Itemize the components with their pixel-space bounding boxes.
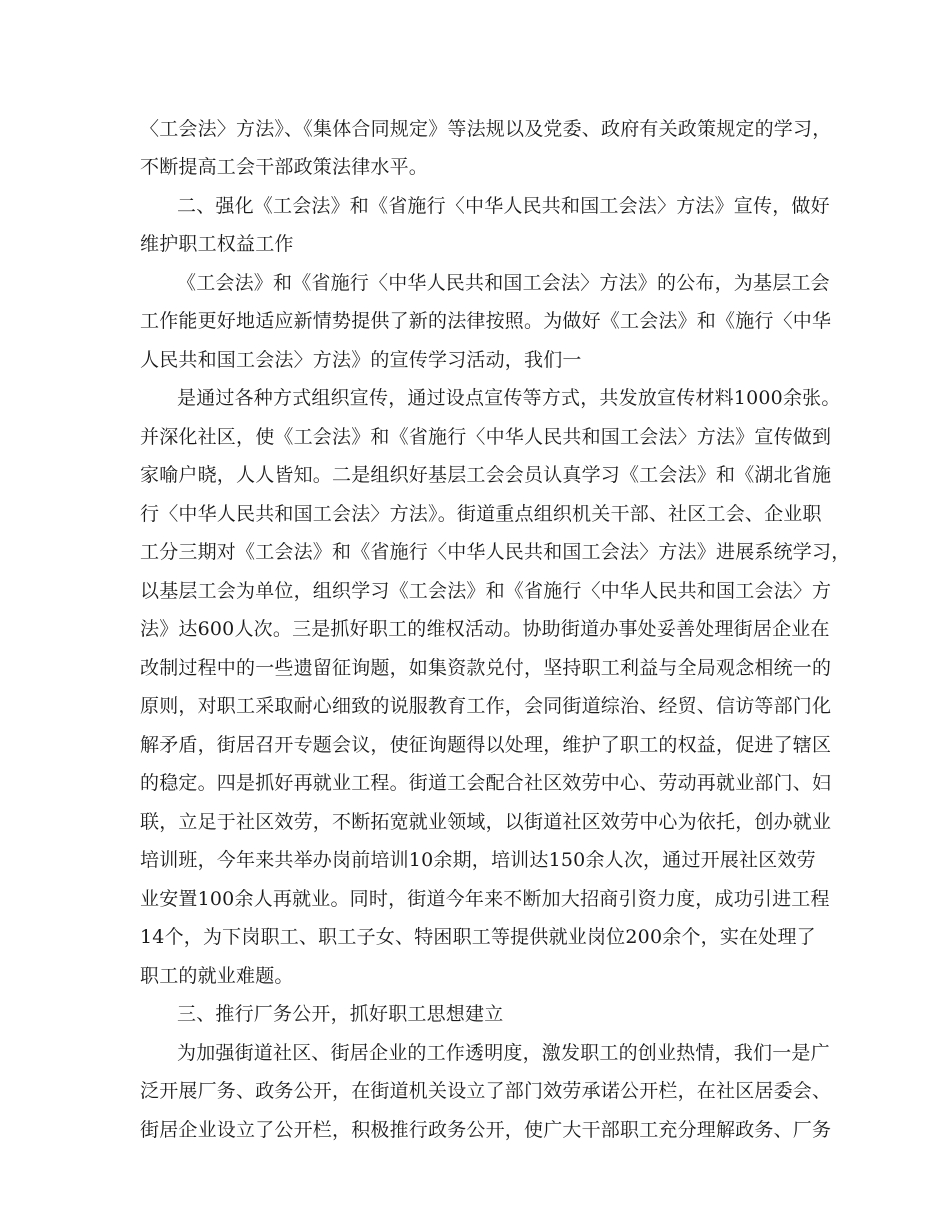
text-line: 解矛盾，街居召开专题会议，使征询题得以处理，维护了职工的权益，促进了辖区 [140,734,832,756]
text-line: 是通过各种方式组织宣传，通过设点宣传等方式，共发放宣传材料1000余张。 [177,387,841,409]
text-line: 14个，为下岗职工、职工子女、特困职工等提供就业岗位200余个，实在处理了 [140,926,816,948]
text-line: 工分三期对《工会法》和《省施行〈中华人民共和国工会法〉方法》进展系统学习， [140,541,851,563]
text-line: 行〈中华人民共和国工会法〉方法》。街道重点组织机关干部、社区工会、企业职 [140,503,822,525]
text-line: 联，立足于社区效劳，不断拓宽就业领域，以街道社区效劳中心为依托，创办就业 [140,811,832,833]
text-line: 原则，对职工采取耐心细致的说服教育工作，会同街道综治、经贸、信访等部门化 [140,695,832,717]
text-line: 并深化社区，使《工会法》和《省施行〈中华人民共和国工会法〉方法》宣传做到 [140,426,832,448]
text-line: 培训班，今年来共举办岗前培训10余期，培训达150余人次，通过开展社区效劳 [140,849,816,871]
text-line: 街居企业设立了公开栏，积极推行政务公开，使广大干部职工充分理解政务、厂务 [140,1119,832,1141]
text-line: 法》达600人次。三是抓好职工的维权活动。协助街道办事处妥善处理街居企业在 [140,618,830,640]
text-line: 家喻户晓，人人皆知。二是组织好基层工会会员认真学习《工会法》和《湖北省施 [140,464,832,486]
section-heading: 三、推行厂务公开，抓好职工思想建立 [177,1003,504,1025]
text-line: 以基层工会为单位，组织学习《工会法》和《省施行〈中华人民共和国工会法〉方 [140,580,832,602]
text-line: 人民共和国工会法〉方法》的宣传学习活动，我们一 [140,349,582,371]
text-line: 职工的就业难题。 [140,965,294,987]
text-line: 为加强街道社区、街居企业的工作透明度，激发职工的创业热情，我们一是广 [177,1042,830,1064]
text-line: 改制过程中的一些遗留征询题，如集资款兑付，坚持职工利益与全局观念相统一的 [140,657,832,679]
section-heading: 二、强化《工会法》和《省施行〈中华人民共和国工会法〉方法》宣传，做好 [177,195,830,217]
text-line: 工作能更好地适应新情势提供了新的法律按照。为做好《工会法》和《施行〈中华 [140,310,832,332]
text-line: 业安置100余人再就业。同时，街道今年来不断加大招商引资力度，成功引进工程 [140,888,830,910]
section-heading-cont: 维护职工权益工作 [140,233,294,255]
text-line: 不断提高工会干部政策法律水平。 [140,156,429,178]
text-line: 的稳定。四是抓好再就业工程。街道工会配合社区效劳中心、劳动再就业部门、妇 [140,772,832,794]
text-line: 〈工会法〉方法》、《集体合同规定》等法规以及党委、政府有关政策规定的学习， [140,118,832,140]
text-line: 《工会法》和《省施行〈中华人民共和国工会法〉方法》的公布，为基层工会 [177,272,830,294]
text-line: 泛开展厂务、政务公开，在街道机关设立了部门效劳承诺公开栏，在社区居委会、 [140,1080,832,1102]
